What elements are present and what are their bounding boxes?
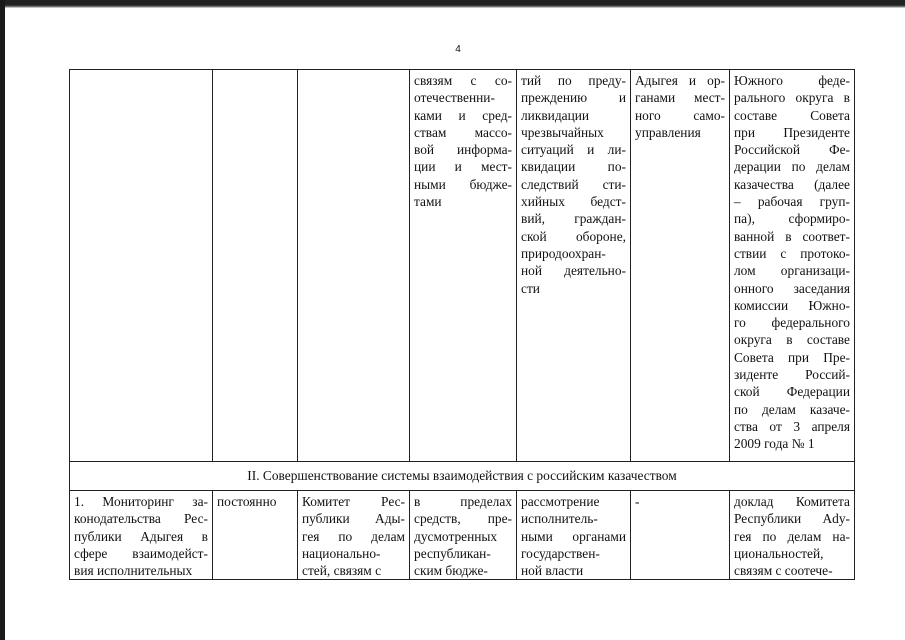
text-line: стей, связям с: [302, 563, 382, 579]
cell-basis: [730, 70, 855, 462]
cell-partners: [631, 70, 730, 462]
text-line: связям с соотече-: [734, 563, 833, 579]
text-line: ной деятельно-: [521, 263, 626, 279]
text-line: ками и сред-: [414, 107, 512, 123]
text-line: ской Федерации: [734, 384, 850, 400]
cell-responsible: [298, 491, 410, 580]
text-line: 1. Мониторинг за-: [74, 494, 208, 509]
text-line: ными бюдже-: [414, 176, 512, 192]
text-line: рассмотрение: [521, 494, 600, 509]
text-line: вий, граждан-: [521, 211, 626, 227]
text-line: округа в составе: [734, 332, 850, 348]
text-line: квидации по-: [521, 159, 626, 175]
text-line: чрезвычайных: [521, 124, 604, 140]
plan-table: [69, 69, 855, 580]
text-line: республикан-: [414, 545, 491, 561]
text-line: – рабочая груп-: [734, 194, 850, 210]
text-line: Южного феде-: [734, 73, 850, 88]
text-line: конодательства Рес-: [74, 511, 208, 527]
section-title: II. Совершенствование системы взаимодействия с российским казачеством: [70, 462, 855, 491]
text-line: исполнитель-: [521, 511, 598, 527]
text-line: тами: [414, 194, 442, 210]
cell-basis: [730, 491, 855, 580]
cell-empty: [298, 70, 410, 462]
text-line: гея по делам: [302, 528, 405, 544]
text-line: сфере взаимодейст-: [74, 545, 208, 561]
text-line: ванной в соответ-: [734, 228, 850, 244]
text-line: дусмотренных: [414, 528, 498, 544]
text-line: ными органами: [521, 528, 626, 544]
text-line: средств, пре-: [414, 511, 512, 527]
text-line: ликвидации: [521, 107, 590, 123]
text-line: ской обороне,: [521, 228, 626, 244]
table-row-item-1: [70, 491, 855, 580]
text-line: ного само-: [635, 107, 725, 123]
text-line: ситуаций и ли-: [521, 142, 626, 158]
text-line: хийных бедст-: [521, 194, 626, 210]
text-line: Республики Ady-: [734, 511, 850, 527]
text-line: па), сформиро-: [734, 211, 850, 227]
text-line: управления: [635, 124, 701, 140]
text-line: в пределах: [414, 494, 512, 509]
text-line: отечественни-: [414, 90, 495, 106]
cell-funding: [410, 491, 517, 580]
cell-measure: [70, 491, 213, 580]
cell-empty: [70, 70, 213, 462]
text-line: преждению и: [521, 90, 626, 106]
scan-left-edge: [0, 0, 5, 640]
cell-result: [517, 491, 631, 580]
text-line: вой информа-: [414, 142, 512, 158]
text-line: следствий сти-: [521, 176, 626, 192]
text-line: -: [635, 494, 640, 509]
page-number: 4: [455, 44, 461, 55]
section-row: [70, 462, 855, 491]
cell-funding: [410, 70, 517, 462]
text-line: тий по преду-: [521, 73, 626, 88]
text-line: Российской Фе-: [734, 142, 850, 158]
text-line: постоянно: [217, 494, 277, 509]
text-line: при Президенте: [734, 124, 850, 140]
text-line: ганами мест-: [635, 90, 725, 106]
text-line: сти: [521, 280, 540, 296]
text-line: ства от 3 апреля: [734, 418, 850, 434]
text-line: природоохран-: [521, 245, 606, 261]
text-line: онного заседания: [734, 280, 850, 296]
text-line: 2009 года № 1: [734, 436, 815, 452]
cell-result: [517, 70, 631, 462]
text-line: ствии с протоко-: [734, 245, 850, 261]
text-line: вия исполнительных: [74, 563, 193, 579]
text-line: Адыгея и ор-: [635, 73, 725, 88]
text-line: национально-: [302, 545, 381, 561]
text-line: зиденте Россий-: [734, 367, 850, 383]
cell-empty: [213, 70, 298, 462]
text-line: циональностей,: [734, 545, 824, 561]
text-line: государствен-: [521, 545, 600, 561]
text-line: ции и мест-: [414, 159, 512, 175]
text-line: Совета при Пре-: [734, 349, 850, 365]
text-line: ским бюдже-: [414, 563, 488, 579]
text-line: дерации по делам: [734, 159, 850, 175]
cell-partners: [631, 491, 730, 580]
text-line: публики Адыгея в: [74, 528, 208, 544]
text-line: лом организаци-: [734, 263, 850, 279]
table-row-continued: [70, 70, 855, 462]
text-line: рального округа в: [734, 90, 850, 106]
text-line: доклад Комитета: [734, 494, 850, 509]
text-line: публики Ады-: [302, 511, 405, 527]
text-line: связям с со-: [414, 73, 512, 88]
text-line: Комитет Рес-: [302, 494, 405, 509]
text-line: гея по делам на-: [734, 528, 850, 544]
text-line: комиссии Южно-: [734, 297, 850, 313]
cell-deadline: [213, 491, 298, 580]
text-line: го федерального: [734, 315, 850, 331]
scan-top-edge: [0, 0, 905, 8]
text-line: составе Совета: [734, 107, 850, 123]
text-line: ной власти: [521, 563, 584, 579]
text-line: казачества (далее: [734, 176, 850, 192]
text-line: по делам казаче-: [734, 401, 850, 417]
text-line: ствам массо-: [414, 124, 512, 140]
